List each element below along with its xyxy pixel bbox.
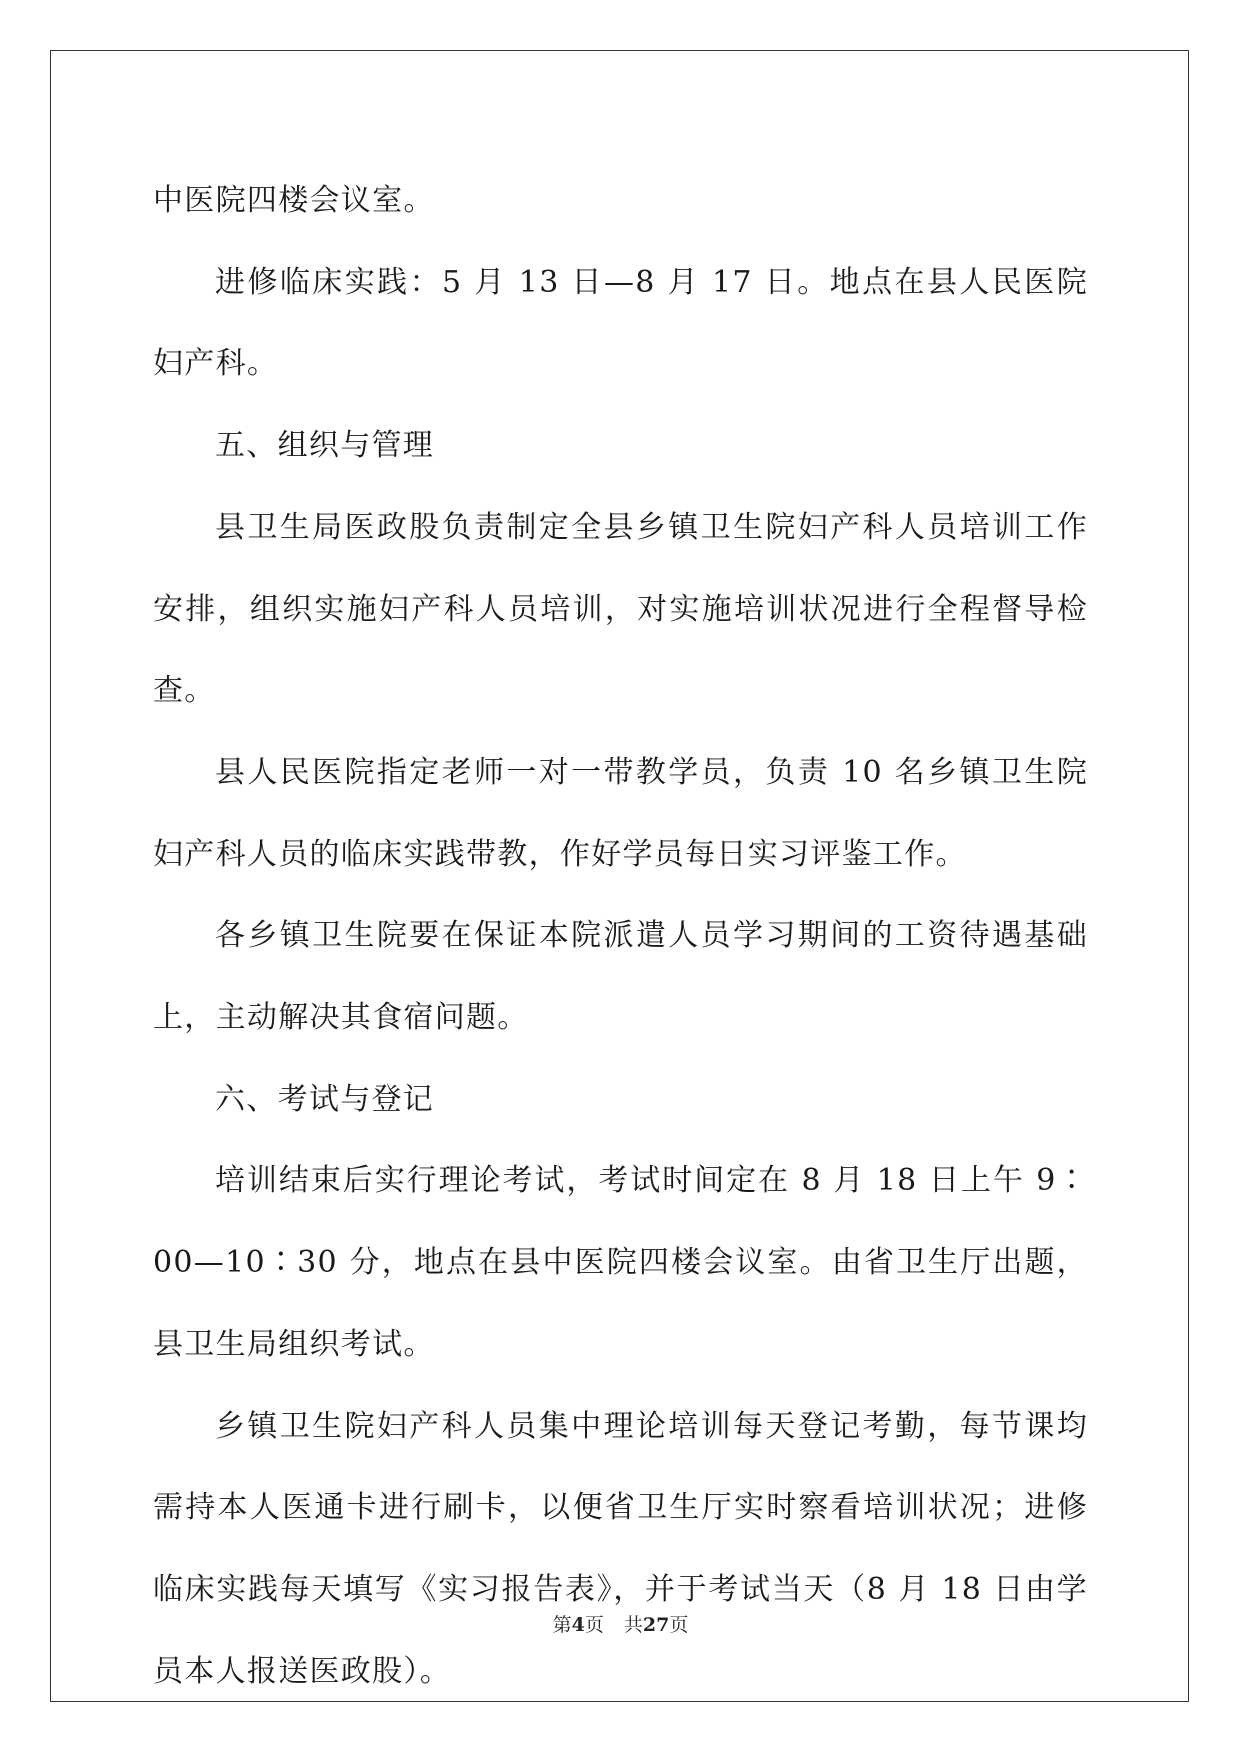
page-number: 4	[571, 1614, 585, 1636]
paragraph: 进修临床实践：5 月 13 日—8 月 17 日。地点在县人民医院妇产科。	[153, 264, 1088, 382]
paragraph: 乡镇卫生院妇产科人员集中理论培训每天登记考勤，每节课均需持本人医通卡进行刷卡，以便省卫生厅实时察看培训状况；进修临床实践每天填写《实习报告表》，并于考试当天（8 月 18 日由学员本人报送医政股）。	[153, 1408, 1088, 1689]
paragraph: 县卫生局医政股负责制定全县乡镇卫生院妇产科人员培训工作安排，组织实施妇产科人员培训，对实施培训状况进行全程督导检查。	[153, 509, 1088, 709]
paragraph: 中医院四楼会议室。	[153, 183, 435, 218]
paragraph: 培训结束后实行理论考试，考试时间定在 8 月 18 日上午 9∶00—10∶30 分，地点在县中医院四楼会议室。由省卫生厅出题，县卫生局组织考试。	[153, 1163, 1088, 1362]
paragraph: 各乡镇卫生院要在保证本院派遣人员学习期间的工资待遇基础上，主动解决其食宿问题。	[153, 918, 1088, 1036]
section-heading: 六、考试与登记	[215, 1081, 435, 1117]
section-heading: 五、组织与管理	[215, 428, 435, 464]
document-body	[153, 160, 1088, 1712]
paragraph: 县人民医院指定老师一对一带教学员，负责 10 名乡镇卫生院妇产科人员的临床实践带教，作好学员每日实习评鉴工作。	[153, 754, 1088, 872]
total-pages: 27	[642, 1614, 670, 1636]
total-prefix: 共	[623, 1614, 643, 1636]
page-suffix: 页	[584, 1614, 604, 1636]
page-footer	[0, 1610, 1241, 1637]
page-prefix: 第	[552, 1614, 572, 1636]
total-suffix: 页	[669, 1614, 689, 1636]
